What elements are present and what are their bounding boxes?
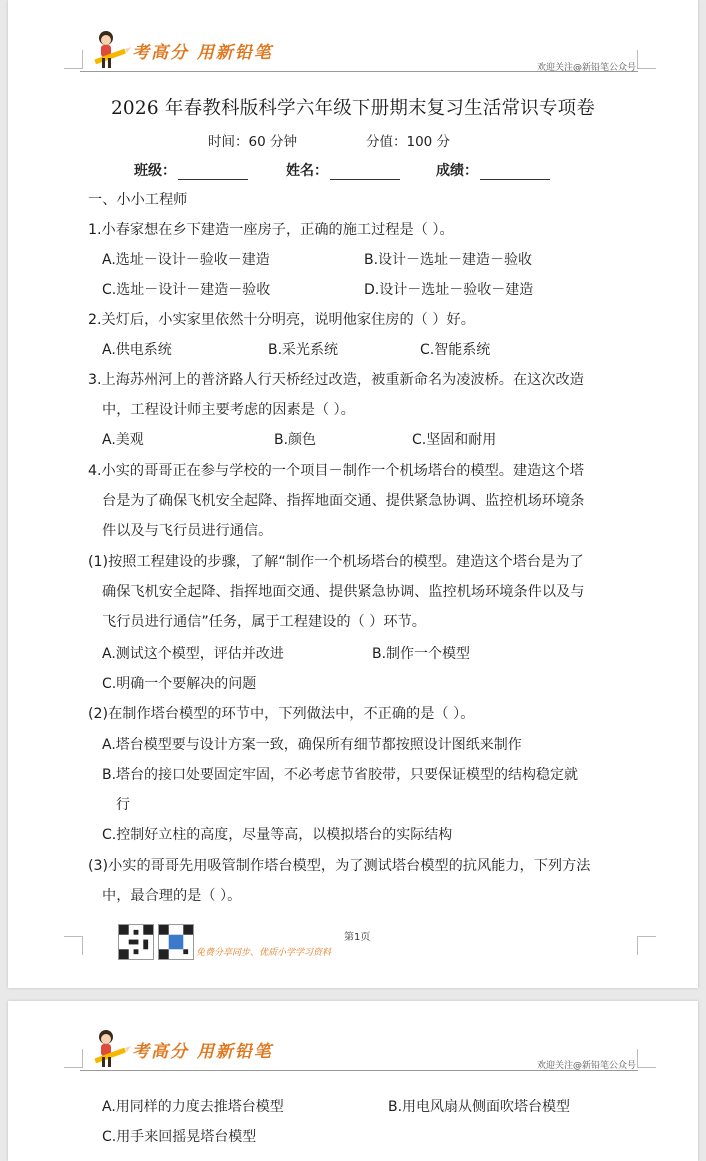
brand-logo (92, 1027, 292, 1071)
q2-option-a: A.供电系统 (102, 342, 172, 358)
q2-option-c: C.智能系统 (420, 342, 491, 358)
sq2-option-c: C.控制好立柱的高度，尽量等高，以模拟塔台的实际结构 (102, 827, 453, 843)
crop-mark (64, 1049, 83, 1068)
sub-question-1-line-3: 飞行员进行通信”任务，属于工程建设的（ ）环节。 (102, 614, 426, 630)
header-note: 欢迎关注@新铅笔公众号 (536, 63, 636, 73)
q1-option-b: B.设计－选址－建造－验收 (364, 252, 533, 268)
q3-option-c: C.坚固和耐用 (412, 432, 497, 448)
question-4-line-1: 4.小实的哥哥正在参与学校的一个项目－制作一个机场塔台的模型。建造这个塔 (88, 463, 584, 479)
class-label: 班级： (134, 163, 176, 179)
q3-option-b: B.颜色 (274, 432, 317, 448)
class-field[interactable] (134, 160, 248, 180)
sq2-option-b-line-1: B.塔台的接口处要固定牢固，不必考虑节省胶带，只要保证模型的结构稳定就 (102, 767, 579, 783)
name-blank[interactable] (330, 165, 400, 180)
sub-question-1-line-1: (1)按照工程建设的步骤，了解“制作一个机场塔台的模型。建造这个塔台是为了 (88, 554, 584, 570)
sub-question-2: (2)在制作塔台模型的环节中，下列做法中，不正确的是（ ）。 (88, 706, 475, 722)
crop-mark (637, 1049, 656, 1068)
footer-tagline: 免费分享同步、优质小学学习资料 (196, 948, 332, 958)
document-page-1 (8, 0, 698, 988)
q1-option-d: D.设计－选址－验收－建造 (364, 282, 534, 298)
sq1-option-c: C.明确一个要解决的问题 (102, 676, 257, 692)
section-heading: 一、小小工程师 (88, 192, 188, 208)
sq3-option-c: C.用手来回摇晃塔台模型 (102, 1129, 257, 1145)
question-2: 2.关灯后，小实家里依然十分明亮，说明他家住房的（ ）好。 (88, 312, 475, 328)
crop-mark (637, 50, 656, 69)
sub-question-3-line-2: 中，最合理的是（ ）。 (102, 888, 242, 904)
brand-slogan: 考高分 用新铅笔 (132, 1042, 273, 1062)
question-3-line-2: 中，工程设计师主要考虑的因素是（ ）。 (102, 402, 355, 418)
question-3-line-1: 3.上海苏州河上的普济路人行天桥经过改造，被重新命名为凌波桥。在这次改造 (88, 372, 584, 388)
page-number: 第1页 (344, 932, 371, 943)
sub-question-1-line-2: 确保飞机安全起降、指挥地面交通、提供紧急协调、监控机场环境条件以及与 (102, 584, 585, 600)
q3-option-a: A.美观 (102, 432, 144, 448)
qr-code-icon[interactable] (158, 924, 194, 960)
exam-title: 2026 年春教科版科学六年级下册期末复习生活常识专项卷 (110, 98, 596, 119)
name-label: 姓名： (286, 163, 328, 179)
grade-field[interactable] (436, 160, 550, 180)
class-blank[interactable] (178, 165, 248, 180)
sq2-option-a: A.塔台模型要与设计方案一致，确保所有细节都按照设计图纸来制作 (102, 737, 522, 753)
brand-logo (92, 28, 292, 72)
pencil-girl-icon (92, 28, 132, 72)
q2-option-b: B.采光系统 (268, 342, 339, 358)
time-label: 时间：60 分钟 (208, 134, 297, 150)
sub-question-3-line-1: (3)小实的哥哥先用吸管制作塔台模型，为了测试塔台模型的抗风能力，下列方法 (88, 858, 591, 874)
grade-blank[interactable] (480, 165, 550, 180)
header-note: 欢迎关注@新铅笔公众号 (536, 1061, 636, 1071)
q1-option-a: A.选址－设计－验收－建造 (102, 252, 270, 268)
q1-option-c: C.选址－设计－建造－验收 (102, 282, 271, 298)
pencil-girl-icon (92, 1027, 132, 1071)
question-1: 1.小春家想在乡下建造一座房子，正确的施工过程是（ ）。 (88, 222, 454, 238)
grade-label: 成绩： (436, 163, 478, 179)
qr-code-icon[interactable] (118, 924, 154, 960)
crop-mark (637, 936, 656, 955)
document-page-2 (8, 1001, 698, 1161)
brand-slogan: 考高分 用新铅笔 (132, 43, 273, 63)
name-field[interactable] (286, 160, 400, 180)
sq3-option-b: B.用电风扇从侧面吹塔台模型 (388, 1099, 571, 1115)
sq2-option-b-line-2: 行 (116, 797, 130, 813)
question-4-line-3: 件以及与飞行员进行通信。 (102, 523, 273, 539)
score-label: 分值：100 分 (366, 134, 451, 150)
crop-mark (64, 936, 83, 955)
sq1-option-b: B.制作一个模型 (372, 646, 471, 662)
sq1-option-a: A.测试这个模型，评估并改进 (102, 646, 284, 662)
crop-mark (64, 50, 83, 69)
question-4-line-2: 台是为了确保飞机安全起降、指挥地面交通、提供紧急协调、监控机场环境条 (102, 493, 585, 509)
sq3-option-a: A.用同样的力度去推塔台模型 (102, 1099, 284, 1115)
